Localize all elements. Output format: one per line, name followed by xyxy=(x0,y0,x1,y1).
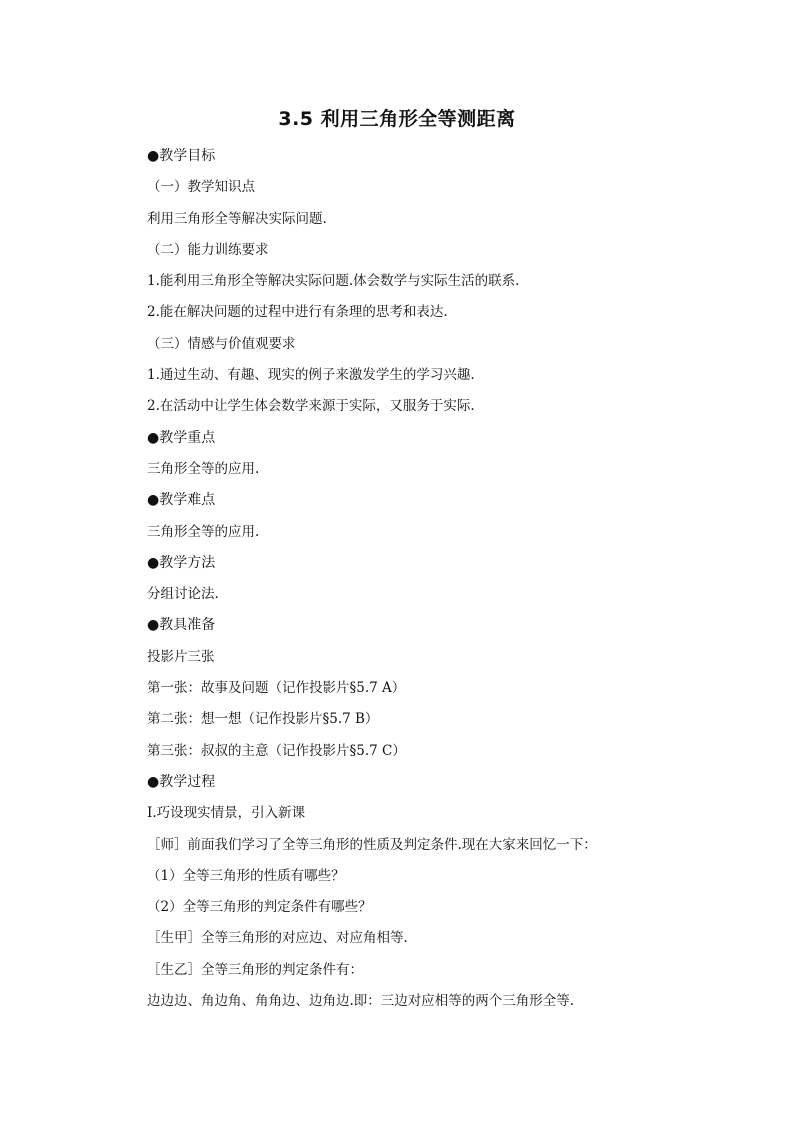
document-title: 3.5 利用三角形全等测距离 xyxy=(278,108,516,130)
section-heading-materials: ●教具准备 xyxy=(147,617,216,634)
paragraph: ［师］前面我们学习了全等三角形的性质及判定条件.现在大家来回忆一下： xyxy=(147,836,597,853)
section-heading-difficulties: ●教学难点 xyxy=(147,492,216,509)
section-heading-key-points: ●教学重点 xyxy=(147,429,216,446)
paragraph: 投影片三张 xyxy=(147,648,215,665)
paragraph: 2.在活动中让学生体会数学来源于实际，又服务于实际. xyxy=(147,398,475,415)
paragraph: 三角形全等的应用. xyxy=(147,523,260,540)
paragraph: 三角形全等的应用. xyxy=(147,460,260,477)
paragraph: （1）全等三角形的性质有哪些？ xyxy=(147,867,345,884)
section-heading-methods: ●教学方法 xyxy=(147,554,216,571)
subheading-knowledge-points: （一）教学知识点 xyxy=(147,179,255,196)
paragraph: （2）全等三角形的判定条件有哪些？ xyxy=(147,899,372,916)
subheading-ability-requirements: （二）能力训练要求 xyxy=(147,241,269,258)
paragraph: 第二张：想一想（记作投影片§5.7 B） xyxy=(147,711,379,728)
subheading-values-requirements: （三）情感与价值观要求 xyxy=(147,335,296,352)
paragraph: 1.能利用三角形全等解决实际问题.体会数学与实际生活的联系. xyxy=(147,273,520,290)
paragraph: 第三张：叔叔的主意（记作投影片§5.7 C） xyxy=(147,742,406,759)
section-heading-objectives: ●教学目标 xyxy=(147,148,216,164)
paragraph: Ⅰ.巧设现实情景，引入新课 xyxy=(147,805,306,822)
paragraph: ［生乙］全等三角形的判定条件有： xyxy=(147,961,363,978)
paragraph: 利用三角形全等解决实际问题. xyxy=(147,210,327,227)
paragraph: ［生甲］全等三角形的对应边、对应角相等. xyxy=(147,930,408,947)
section-heading-process: ●教学过程 xyxy=(147,773,216,790)
document-body xyxy=(147,146,747,1022)
paragraph: 2.能在解决问题的过程中进行有条理的思考和表达. xyxy=(147,304,448,321)
paragraph: 第一张：故事及问题（记作投影片§5.7 A） xyxy=(147,680,406,697)
paragraph: 边边边、角边角、角角边、边角边.即：三边对应相等的两个三角形全等. xyxy=(147,993,575,1010)
paragraph: 1.通过生动、有趣、现实的例子来激发学生的学习兴趣. xyxy=(147,367,475,384)
paragraph: 分组讨论法. xyxy=(147,586,219,603)
